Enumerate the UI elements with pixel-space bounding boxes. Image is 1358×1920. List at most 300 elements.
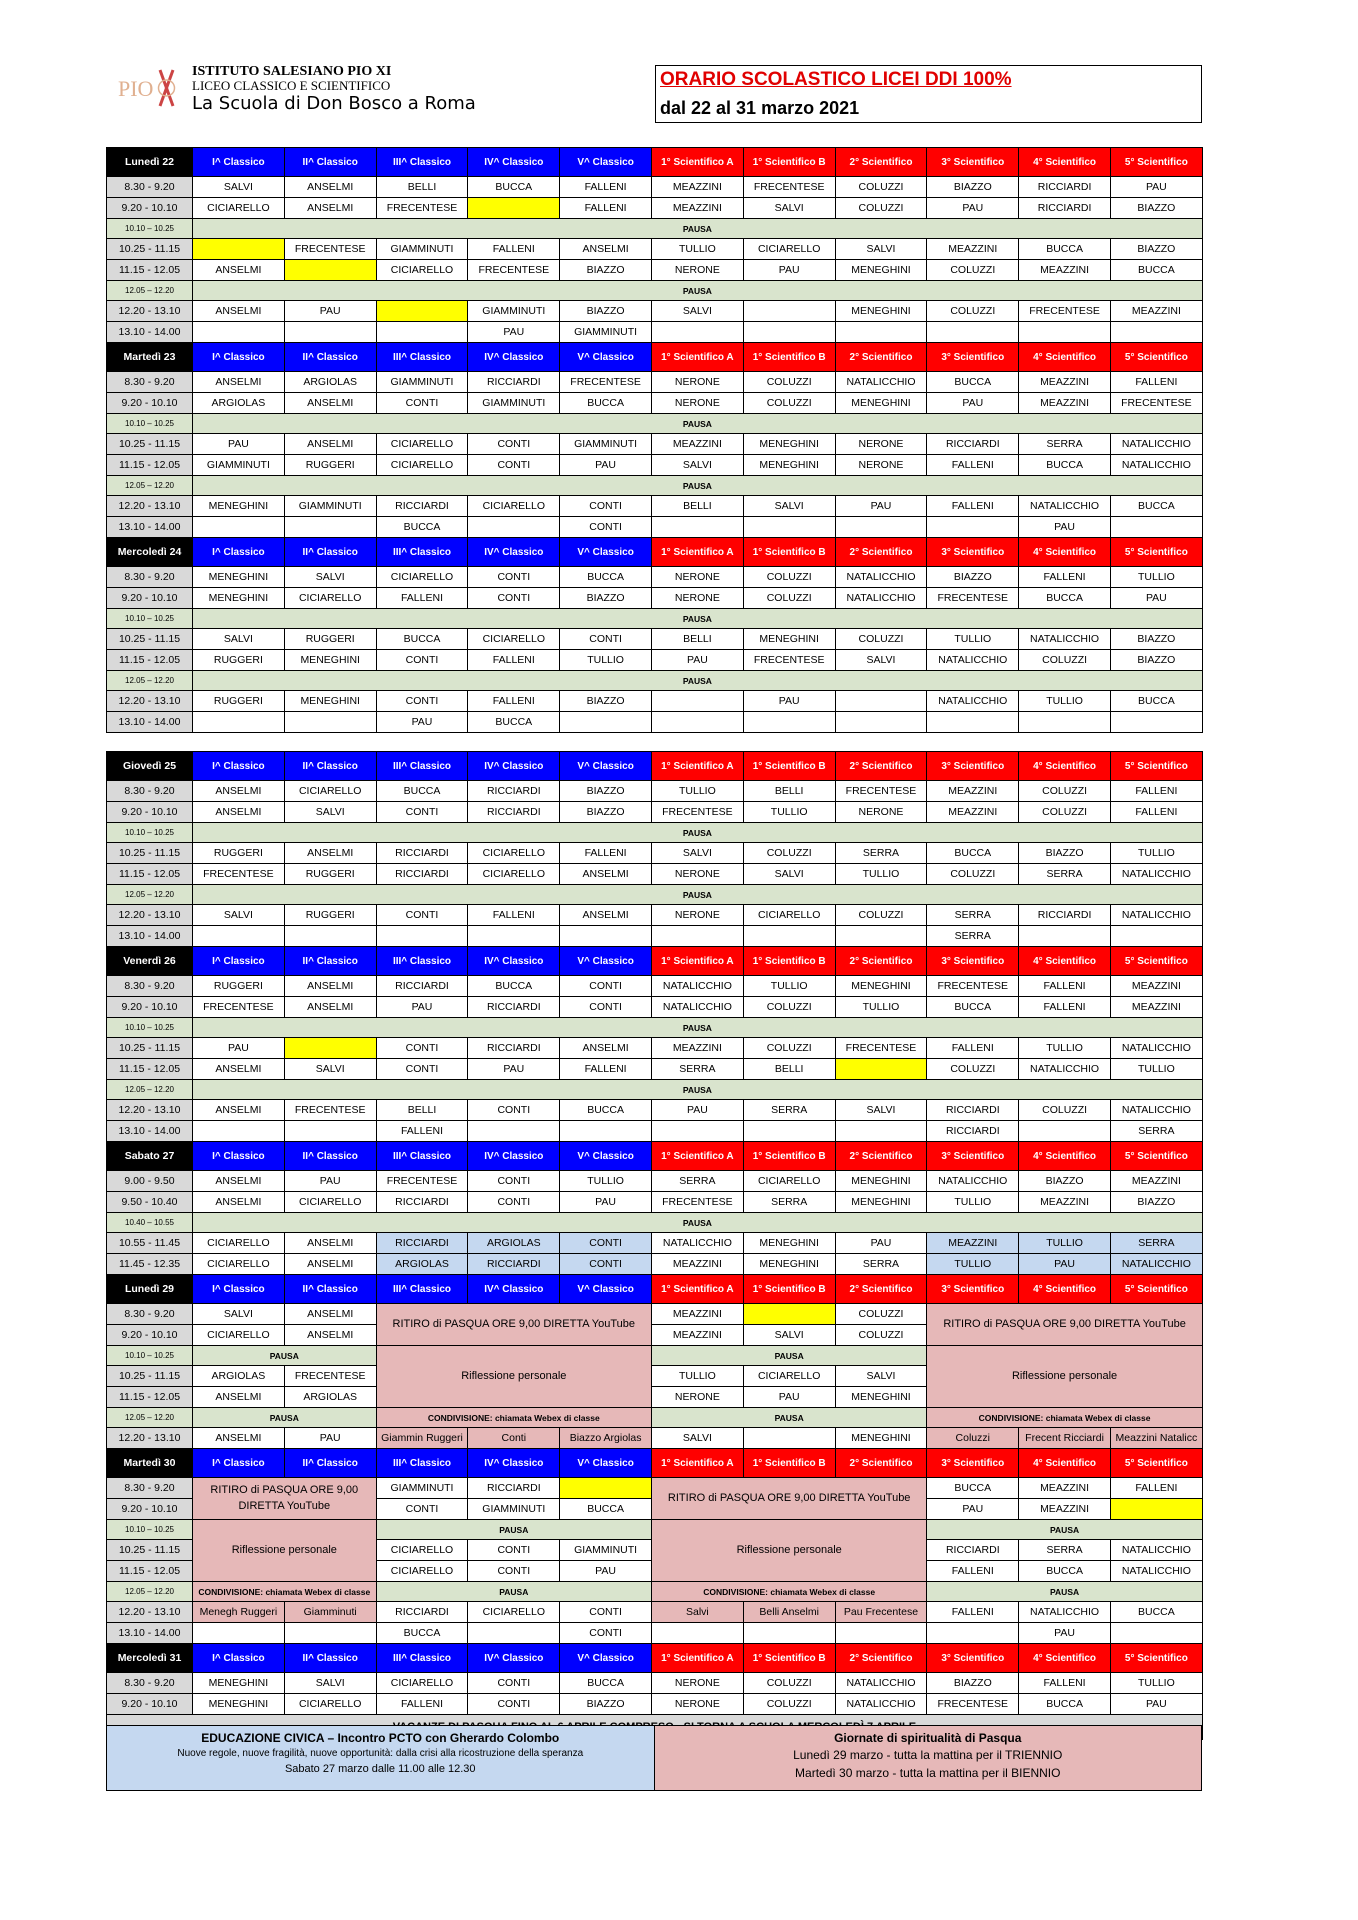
teacher-cell: COLUZZI — [743, 588, 835, 609]
time-slot: 12.20 - 13.10 — [107, 691, 193, 712]
schedule-row — [107, 372, 1203, 393]
class-header: I^ Classico — [193, 947, 285, 976]
class-header: IV^ Classico — [468, 1275, 560, 1304]
teacher-cell: BUCCA — [927, 843, 1019, 864]
teacher-cell: Biazzo Argiolas — [560, 1428, 652, 1449]
class-header: I^ Classico — [193, 752, 285, 781]
teacher-cell: ANSELMI — [284, 1233, 376, 1254]
day-header-row — [107, 538, 1203, 567]
teacher-cell: SALVI — [835, 239, 927, 260]
time-slot: 12.20 - 13.10 — [107, 905, 193, 926]
class-header: 1° Scientifico B — [743, 1449, 835, 1478]
time-slot: 13.10 - 14.00 — [107, 712, 193, 733]
teacher-cell: CONTI — [468, 588, 560, 609]
day-label: Sabato 27 — [107, 1142, 193, 1171]
class-header: 2° Scientifico — [835, 752, 927, 781]
teacher-cell: BIAZZO — [1019, 843, 1111, 864]
teacher-cell — [651, 1623, 743, 1644]
teacher-cell: ANSELMI — [193, 1192, 285, 1213]
teacher-cell: FRECENTESE — [927, 976, 1019, 997]
teacher-cell: SERRA — [1019, 864, 1111, 885]
teacher-cell: Belli Anselmi — [743, 1602, 835, 1623]
day-label: Mercoledì 24 — [107, 538, 193, 567]
teacher-cell: COLUZZI — [835, 905, 927, 926]
teacher-cell: TULLIO — [1110, 567, 1202, 588]
teacher-cell: CONTI — [376, 1038, 468, 1059]
teacher-cell — [743, 926, 835, 947]
class-header: II^ Classico — [284, 148, 376, 177]
pause-cell: PAUSA — [193, 1080, 1203, 1100]
merged-cell: Riflessione personale — [193, 1520, 377, 1582]
teacher-cell: CONTI — [560, 629, 652, 650]
teacher-cell: SALVI — [743, 1325, 835, 1346]
teacher-cell: Menegh Ruggeri — [193, 1602, 285, 1623]
time-slot: 10.10 – 10.25 — [107, 823, 193, 843]
title-box — [655, 65, 1202, 123]
merged-cell: Riflessione personale — [651, 1520, 926, 1582]
teacher-cell — [743, 517, 835, 538]
spirituality-line-1: Lunedì 29 marzo - tutta la mattina per il TRIENNIO — [793, 1748, 1063, 1763]
class-header: V^ Classico — [560, 947, 652, 976]
teacher-cell: PAU — [651, 650, 743, 671]
teacher-cell: COLUZZI — [927, 1059, 1019, 1080]
teacher-cell: SERRA — [835, 1254, 927, 1275]
teacher-cell — [835, 712, 927, 733]
class-header: I^ Classico — [193, 1275, 285, 1304]
teacher-cell — [927, 322, 1019, 343]
teacher-cell: RICCIARDI — [927, 1100, 1019, 1121]
class-header: II^ Classico — [284, 1449, 376, 1478]
spirituality-title: Giornate di spiritualità di Pasqua — [834, 1731, 1022, 1745]
teacher-cell: ARGIOLAS — [284, 372, 376, 393]
time-slot: 8.30 - 9.20 — [107, 1673, 193, 1694]
teacher-cell: CONTI — [376, 1499, 468, 1520]
teacher-cell: ANSELMI — [284, 997, 376, 1018]
teacher-cell: TULLIO — [743, 802, 835, 823]
teacher-cell: SERRA — [1110, 1121, 1202, 1142]
time-slot: 11.15 - 12.05 — [107, 864, 193, 885]
teacher-cell — [193, 712, 285, 733]
teacher-cell — [743, 1121, 835, 1142]
teacher-cell: PAU — [468, 322, 560, 343]
time-slot: 9.20 - 10.10 — [107, 588, 193, 609]
civic-title: EDUCAZIONE CIVICA – Incontro PCTO con Gherardo Colombo — [201, 1731, 560, 1745]
teacher-cell: SALVI — [193, 1304, 285, 1325]
teacher-cell: BELLI — [743, 1059, 835, 1080]
teacher-cell: TULLIO — [560, 650, 652, 671]
time-slot: 11.15 - 12.05 — [107, 455, 193, 476]
teacher-cell: RICCIARDI — [927, 1540, 1019, 1561]
teacher-cell: MENEGHINI — [743, 1233, 835, 1254]
class-header: 1° Scientifico B — [743, 1644, 835, 1673]
class-header: 1° Scientifico A — [651, 1275, 743, 1304]
time-slot: 11.15 - 12.05 — [107, 260, 193, 281]
teacher-cell: COLUZZI — [927, 260, 1019, 281]
teacher-cell: MENEGHINI — [193, 1673, 285, 1694]
teacher-cell: MEAZZINI — [1019, 1192, 1111, 1213]
teacher-cell: ANSELMI — [560, 864, 652, 885]
teacher-cell: CICIARELLO — [468, 1602, 560, 1623]
day-header-row — [107, 752, 1203, 781]
class-header: 5° Scientifico — [1110, 752, 1202, 781]
class-header: III^ Classico — [376, 1644, 468, 1673]
class-header: III^ Classico — [376, 947, 468, 976]
schedule-row — [107, 1428, 1203, 1449]
teacher-cell: RUGGERI — [193, 650, 285, 671]
teacher-cell: ARGIOLAS — [376, 1254, 468, 1275]
teacher-cell: NERONE — [651, 260, 743, 281]
teacher-cell: BUCCA — [1110, 496, 1202, 517]
class-header: 3° Scientifico — [927, 538, 1019, 567]
teacher-cell: ANSELMI — [193, 781, 285, 802]
teacher-cell: ANSELMI — [193, 1100, 285, 1121]
class-header: 2° Scientifico — [835, 343, 927, 372]
teacher-cell: RICCIARDI — [468, 1038, 560, 1059]
teacher-cell: CICIARELLO — [193, 198, 285, 219]
class-header: III^ Classico — [376, 1275, 468, 1304]
class-header: 4° Scientifico — [1019, 947, 1111, 976]
teacher-cell: GIAMMINUTI — [376, 1478, 468, 1499]
class-header: 1° Scientifico A — [651, 752, 743, 781]
page-title: ORARIO SCOLASTICO LICEI DDI 100% — [660, 69, 1012, 90]
schedule-row — [107, 905, 1203, 926]
teacher-cell: COLUZZI — [743, 997, 835, 1018]
teacher-cell: CICIARELLO — [284, 588, 376, 609]
teacher-cell — [284, 712, 376, 733]
teacher-cell: PAU — [560, 1561, 652, 1582]
time-slot: 8.30 - 9.20 — [107, 567, 193, 588]
teacher-cell: PAU — [468, 1059, 560, 1080]
teacher-cell: SALVI — [284, 567, 376, 588]
schedule-table — [106, 751, 1203, 1740]
class-header: 4° Scientifico — [1019, 343, 1111, 372]
teacher-cell: TULLIO — [1110, 1059, 1202, 1080]
teacher-cell: PAU — [927, 198, 1019, 219]
schedule-row — [107, 1582, 1203, 1602]
schedule-row — [107, 629, 1203, 650]
schedule-row — [107, 198, 1203, 219]
time-slot: 12.20 - 13.10 — [107, 496, 193, 517]
merged-cell: CONDIVISIONE: chiamata Webex di classe — [376, 1408, 651, 1428]
teacher-cell: MENEGHINI — [835, 393, 927, 414]
teacher-cell: ARGIOLAS — [284, 1387, 376, 1408]
teacher-cell: COLUZZI — [743, 1694, 835, 1715]
teacher-cell: FRECENTESE — [193, 864, 285, 885]
day-header-row — [107, 343, 1203, 372]
teacher-cell: RICCIARDI — [468, 372, 560, 393]
teacher-cell: PAU — [835, 1233, 927, 1254]
teacher-cell: PAU — [1019, 1623, 1111, 1644]
teacher-cell: NATALICCHIO — [927, 1171, 1019, 1192]
teacher-cell: ANSELMI — [560, 1038, 652, 1059]
teacher-cell: TULLIO — [1110, 843, 1202, 864]
teacher-cell: ANSELMI — [284, 1254, 376, 1275]
teacher-cell: NATALICCHIO — [1019, 1059, 1111, 1080]
teacher-cell: GIAMMINUTI — [468, 301, 560, 322]
class-header: III^ Classico — [376, 752, 468, 781]
class-header: 5° Scientifico — [1110, 538, 1202, 567]
teacher-cell: FRECENTESE — [1110, 393, 1202, 414]
class-header: 4° Scientifico — [1019, 1142, 1111, 1171]
time-slot: 9.20 - 10.10 — [107, 1499, 193, 1520]
class-header: 3° Scientifico — [927, 148, 1019, 177]
class-header: III^ Classico — [376, 538, 468, 567]
teacher-cell: RUGGERI — [284, 864, 376, 885]
teacher-cell: BUCCA — [560, 1100, 652, 1121]
teacher-cell: GIAMMINUTI — [468, 1499, 560, 1520]
teacher-cell: NATALICCHIO — [927, 691, 1019, 712]
teacher-cell: FALLENI — [927, 1561, 1019, 1582]
teacher-cell — [1019, 712, 1111, 733]
teacher-cell: MENEGHINI — [193, 567, 285, 588]
teacher-cell: RICCIARDI — [468, 1254, 560, 1275]
teacher-cell: RICCIARDI — [927, 1121, 1019, 1142]
teacher-cell: ANSELMI — [193, 1428, 285, 1449]
teacher-cell: MEAZZINI — [651, 198, 743, 219]
time-slot: 11.45 - 12.35 — [107, 1254, 193, 1275]
time-slot: 9.20 - 10.10 — [107, 997, 193, 1018]
teacher-cell: MEAZZINI — [1019, 393, 1111, 414]
teacher-cell: RICCIARDI — [468, 781, 560, 802]
teacher-cell: NERONE — [651, 1694, 743, 1715]
schedule-row — [107, 588, 1203, 609]
teacher-cell: FRECENTESE — [284, 239, 376, 260]
teacher-cell: RICCIARDI — [376, 1602, 468, 1623]
pause-cell: PAUSA — [193, 671, 1203, 691]
time-slot: 10.10 – 10.25 — [107, 1018, 193, 1038]
teacher-cell: FRECENTESE — [835, 781, 927, 802]
teacher-cell: NATALICCHIO — [1110, 1038, 1202, 1059]
class-header: 4° Scientifico — [1019, 1449, 1111, 1478]
teacher-cell: BUCCA — [468, 177, 560, 198]
teacher-cell — [193, 239, 285, 260]
day-header-row — [107, 1449, 1203, 1478]
teacher-cell: MENEGHINI — [835, 301, 927, 322]
teacher-cell: PAU — [376, 712, 468, 733]
teacher-cell: BIAZZO — [560, 260, 652, 281]
teacher-cell: NERONE — [651, 1387, 743, 1408]
teacher-cell: NATALICCHIO — [1110, 1100, 1202, 1121]
teacher-cell — [468, 198, 560, 219]
teacher-cell: FRECENTESE — [1019, 301, 1111, 322]
merged-cell: RITIRO di PASQUA ORE 9,00 DIRETTA YouTube — [193, 1478, 377, 1520]
teacher-cell: SALVI — [193, 905, 285, 926]
class-header: 1° Scientifico B — [743, 752, 835, 781]
break-row — [107, 1018, 1203, 1038]
break-row — [107, 1080, 1203, 1100]
break-row — [107, 609, 1203, 629]
teacher-cell: RUGGERI — [193, 976, 285, 997]
class-header: 5° Scientifico — [1110, 1275, 1202, 1304]
teacher-cell: TULLIO — [651, 1366, 743, 1387]
teacher-cell: MENEGHINI — [193, 1694, 285, 1715]
time-slot: 13.10 - 14.00 — [107, 322, 193, 343]
time-slot: 9.20 - 10.10 — [107, 802, 193, 823]
class-header: 1° Scientifico B — [743, 947, 835, 976]
time-slot: 10.25 - 11.15 — [107, 843, 193, 864]
teacher-cell: CICIARELLO — [193, 1254, 285, 1275]
teacher-cell: BELLI — [376, 177, 468, 198]
teacher-cell: PAU — [743, 1387, 835, 1408]
schedule-row — [107, 1192, 1203, 1213]
teacher-cell: TULLIO — [835, 864, 927, 885]
teacher-cell: BIAZZO — [560, 1694, 652, 1715]
teacher-cell: SERRA — [743, 1100, 835, 1121]
class-header: II^ Classico — [284, 1275, 376, 1304]
class-header: I^ Classico — [193, 148, 285, 177]
teacher-cell: BUCCA — [1019, 455, 1111, 476]
teacher-cell — [835, 517, 927, 538]
teacher-cell: ANSELMI — [560, 905, 652, 926]
schedule-row — [107, 301, 1203, 322]
teacher-cell — [193, 517, 285, 538]
teacher-cell: NATALICCHIO — [651, 997, 743, 1018]
class-header: 5° Scientifico — [1110, 148, 1202, 177]
time-slot: 8.30 - 9.20 — [107, 177, 193, 198]
teacher-cell: ANSELMI — [193, 372, 285, 393]
teacher-cell — [560, 1121, 652, 1142]
break-row — [107, 671, 1203, 691]
teacher-cell: PAU — [743, 691, 835, 712]
teacher-cell: NATALICCHIO — [835, 567, 927, 588]
teacher-cell: NERONE — [651, 372, 743, 393]
break-row — [107, 885, 1203, 905]
teacher-cell: BIAZZO — [560, 588, 652, 609]
merged-cell: RITIRO di PASQUA ORE 9,00 DIRETTA YouTube — [927, 1304, 1202, 1346]
merged-cell: PAUSA — [193, 1408, 377, 1428]
time-slot: 10.10 – 10.25 — [107, 219, 193, 239]
teacher-cell: Meazzini Natalicc — [1110, 1428, 1202, 1449]
pause-cell: PAUSA — [193, 1018, 1203, 1038]
teacher-cell: FALLENI — [1110, 372, 1202, 393]
civic-education-panel — [107, 1726, 655, 1790]
teacher-cell: Giammin Ruggeri — [376, 1428, 468, 1449]
teacher-cell — [743, 322, 835, 343]
teacher-cell — [927, 517, 1019, 538]
teacher-cell: GIAMMINUTI — [193, 455, 285, 476]
class-header: IV^ Classico — [468, 538, 560, 567]
teacher-cell: SALVI — [835, 1100, 927, 1121]
schedule-row — [107, 1408, 1203, 1428]
teacher-cell: GIAMMINUTI — [560, 1540, 652, 1561]
class-header: IV^ Classico — [468, 343, 560, 372]
teacher-cell: Conti — [468, 1428, 560, 1449]
class-header: IV^ Classico — [468, 1644, 560, 1673]
teacher-cell: RUGGERI — [193, 691, 285, 712]
teacher-cell — [284, 260, 376, 281]
teacher-cell: NATALICCHIO — [651, 976, 743, 997]
schedule-row — [107, 1059, 1203, 1080]
teacher-cell: CICIARELLO — [376, 567, 468, 588]
teacher-cell — [743, 301, 835, 322]
institute-motto: La Scuola di Don Bosco a Roma — [192, 92, 476, 114]
day-header-row — [107, 148, 1203, 177]
teacher-cell: SALVI — [651, 843, 743, 864]
teacher-cell: PAU — [193, 434, 285, 455]
class-header: 4° Scientifico — [1019, 752, 1111, 781]
teacher-cell: PAU — [1110, 177, 1202, 198]
teacher-cell: COLUZZI — [835, 629, 927, 650]
teacher-cell — [468, 926, 560, 947]
teacher-cell — [835, 691, 927, 712]
teacher-cell: PAU — [193, 1038, 285, 1059]
teacher-cell: BUCCA — [927, 997, 1019, 1018]
teacher-cell: CICIARELLO — [284, 781, 376, 802]
time-slot: 8.30 - 9.20 — [107, 1304, 193, 1325]
teacher-cell: RICCIARDI — [468, 997, 560, 1018]
schedule-row — [107, 1602, 1203, 1623]
teacher-cell: CONTI — [468, 1673, 560, 1694]
spirituality-panel — [655, 1726, 1202, 1790]
teacher-cell: NERONE — [651, 567, 743, 588]
class-header: 5° Scientifico — [1110, 1644, 1202, 1673]
teacher-cell: NATALICCHIO — [1019, 1602, 1111, 1623]
teacher-cell: NERONE — [835, 802, 927, 823]
teacher-cell: RUGGERI — [284, 905, 376, 926]
teacher-cell: ANSELMI — [193, 1387, 285, 1408]
time-slot: 10.25 - 11.15 — [107, 1540, 193, 1561]
teacher-cell: COLUZZI — [1019, 1100, 1111, 1121]
merged-cell: PAUSA — [927, 1582, 1202, 1602]
teacher-cell — [651, 322, 743, 343]
class-header: 1° Scientifico B — [743, 1142, 835, 1171]
class-header: III^ Classico — [376, 1142, 468, 1171]
day-label: Martedì 23 — [107, 343, 193, 372]
teacher-cell: NATALICCHIO — [1019, 629, 1111, 650]
class-header: 5° Scientifico — [1110, 947, 1202, 976]
teacher-cell — [1110, 517, 1202, 538]
teacher-cell: BUCCA — [560, 1673, 652, 1694]
teacher-cell: CICIARELLO — [284, 1694, 376, 1715]
schedule-row — [107, 926, 1203, 947]
time-slot: 8.30 - 9.20 — [107, 976, 193, 997]
teacher-cell: FRECENTESE — [376, 1171, 468, 1192]
class-header: 5° Scientifico — [1110, 1449, 1202, 1478]
teacher-cell: CICIARELLO — [468, 843, 560, 864]
teacher-cell: RICCIARDI — [1019, 905, 1111, 926]
teacher-cell: MEAZZINI — [651, 1254, 743, 1275]
teacher-cell: CONTI — [468, 434, 560, 455]
schedule-row — [107, 177, 1203, 198]
schedule-row — [107, 322, 1203, 343]
teacher-cell: BELLI — [651, 629, 743, 650]
teacher-cell: BIAZZO — [560, 301, 652, 322]
teacher-cell — [468, 1121, 560, 1142]
schedule-row — [107, 393, 1203, 414]
teacher-cell: PAU — [1110, 1694, 1202, 1715]
class-header: I^ Classico — [193, 538, 285, 567]
class-header: IV^ Classico — [468, 1449, 560, 1478]
teacher-cell: Coluzzi — [927, 1428, 1019, 1449]
class-header: 2° Scientifico — [835, 1449, 927, 1478]
teacher-cell: MENEGHINI — [835, 1387, 927, 1408]
teacher-cell: CONTI — [468, 1100, 560, 1121]
teacher-cell: ANSELMI — [284, 434, 376, 455]
teacher-cell: FRECENTESE — [651, 1192, 743, 1213]
teacher-cell: MEAZZINI — [1019, 260, 1111, 281]
break-row — [107, 1213, 1203, 1233]
teacher-cell: PAU — [284, 1171, 376, 1192]
class-header: II^ Classico — [284, 538, 376, 567]
schedule-row — [107, 1038, 1203, 1059]
teacher-cell — [560, 1478, 652, 1499]
teacher-cell: ANSELMI — [284, 198, 376, 219]
teacher-cell: COLUZZI — [927, 301, 1019, 322]
schedule-row — [107, 434, 1203, 455]
schedule-row — [107, 976, 1203, 997]
time-slot: 13.10 - 14.00 — [107, 926, 193, 947]
teacher-cell: COLUZZI — [1019, 650, 1111, 671]
